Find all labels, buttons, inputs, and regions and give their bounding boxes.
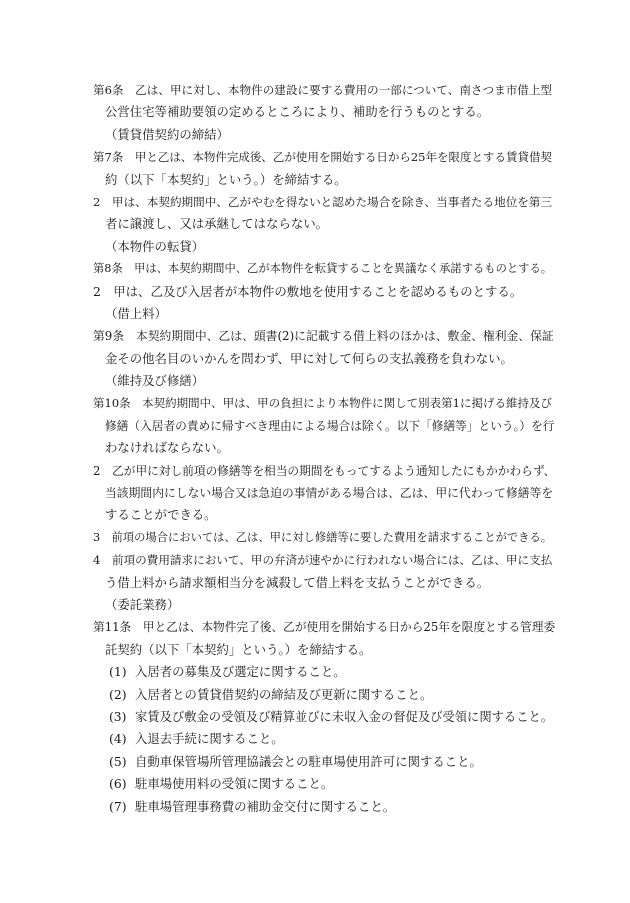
text-line: 2 甲は、本契約期間中、乙がやむを得ないと認めた場合を除き、当事者たる地位を第三 [93, 194, 553, 209]
text-line: 金その他名目のいかんを問わず、甲に対して何らの支払義務を負わない。 [105, 350, 513, 366]
list-item-text: 駐車場使用料の受領に関すること。 [135, 776, 334, 792]
list-item [93, 773, 551, 795]
text-line: 第10条 本契約期間中、甲は、甲の負担により本物件に関して別表第1に掲げる維持及び [93, 396, 552, 411]
list-item-number: (5) [109, 753, 127, 769]
list-item-number: (4) [109, 731, 127, 747]
text-line: 公営住宅等補助要領の定めるところにより、補助を行うものとする。 [105, 104, 490, 120]
list-item-number: (1) [109, 664, 127, 680]
list-item-text: 入居者の募集及び選定に関すること。 [135, 664, 346, 680]
text-line: 修繕（入居者の責めに帰すべき理由による場合は除く。以下「修繕等」という。）を行 [105, 418, 555, 433]
list-item [93, 661, 551, 683]
text-line: 2 甲は、乙及び入居者が本物件の敷地を使用することを認めるものとする。 [93, 283, 523, 299]
list-item-text: 自動車保管場所管理協議会との駐車場使用許可に関すること。 [135, 753, 482, 769]
text-line: 約（以下「本契約」という。）を締結する。 [105, 171, 347, 187]
text-line: 4 前項の費用請求において、甲の弁済が速やかに行われない場合には、乙は、甲に支払 [93, 553, 553, 568]
list-item-text: 入居者との賃貸借契約の締結及び更新に関すること。 [135, 686, 433, 702]
list-item [93, 684, 551, 706]
text-line: わなければならない。 [105, 440, 229, 456]
section-heading: （賃貸借契約の締結） [105, 126, 229, 142]
list-item-number: (2) [109, 686, 127, 702]
section-heading: （借上料） [105, 305, 167, 321]
text-line: することができる。 [105, 507, 217, 523]
text-line: 第11条 甲と乙は、本物件完了後、乙が使用を開始する日から25年を限度とする管理委 [93, 620, 556, 635]
list-item-number: (7) [109, 798, 127, 814]
section-heading: （委託業務） [105, 596, 180, 612]
document-body [93, 79, 556, 818]
text-line: 2 乙が甲に対し前項の修繕等を相当の期間をもってするよう通知したにもかかわらず、 [93, 463, 556, 478]
list-item-number: (6) [109, 776, 127, 792]
text-line: う借上料から請求額相当分を減殺して借上料を支払うことができる。 [105, 574, 490, 590]
list-item [93, 728, 551, 750]
text-line: 第8条 甲は、本契約期間中、乙が本物件を転貸することを異議なく承諾するものとする。 [93, 262, 553, 276]
list-item [93, 706, 554, 728]
text-line: 者に譲渡し、又は承継してはならない。 [105, 216, 329, 232]
list-item [93, 796, 551, 818]
list-item-text: 家賃及び敷金の受領及び精算並びに未収入金の督促及び受領に関すること。 [135, 709, 554, 724]
text-line: 当該期間内にしない場合又は急迫の事情がある場合は、乙は、甲に代わって修繕等を [105, 486, 554, 501]
text-line: 託契約（以下「本契約」という。）を締結する。 [105, 641, 372, 657]
list-item-text: 駐車場管理事務費の補助金交付に関すること。 [135, 798, 396, 814]
list-item-number: (3) [109, 709, 127, 724]
text-line: 第9条 本契約期間中、乙は、頭書(2)に記載する借上料のほかは、敷金、権利金、保証 [93, 329, 554, 344]
text-line: 第6条 乙は、甲に対し、本物件の建設に要する費用の一部について、南さつま市借上型 [93, 83, 553, 97]
text-line: 3 前項の場合においては、乙は、甲に対し修繕等に要した費用を請求することができる。 [93, 530, 553, 544]
section-heading: （本物件の転貸） [105, 238, 205, 254]
list-item [93, 751, 551, 773]
section-heading: （維持及び修繕） [105, 373, 205, 389]
list-item-text: 入退去手続に関すること。 [135, 731, 284, 747]
text-line: 第7条 甲と乙は、本物件完成後、乙が使用を開始する日から25年を限度とする賃貸借契 [93, 150, 552, 165]
